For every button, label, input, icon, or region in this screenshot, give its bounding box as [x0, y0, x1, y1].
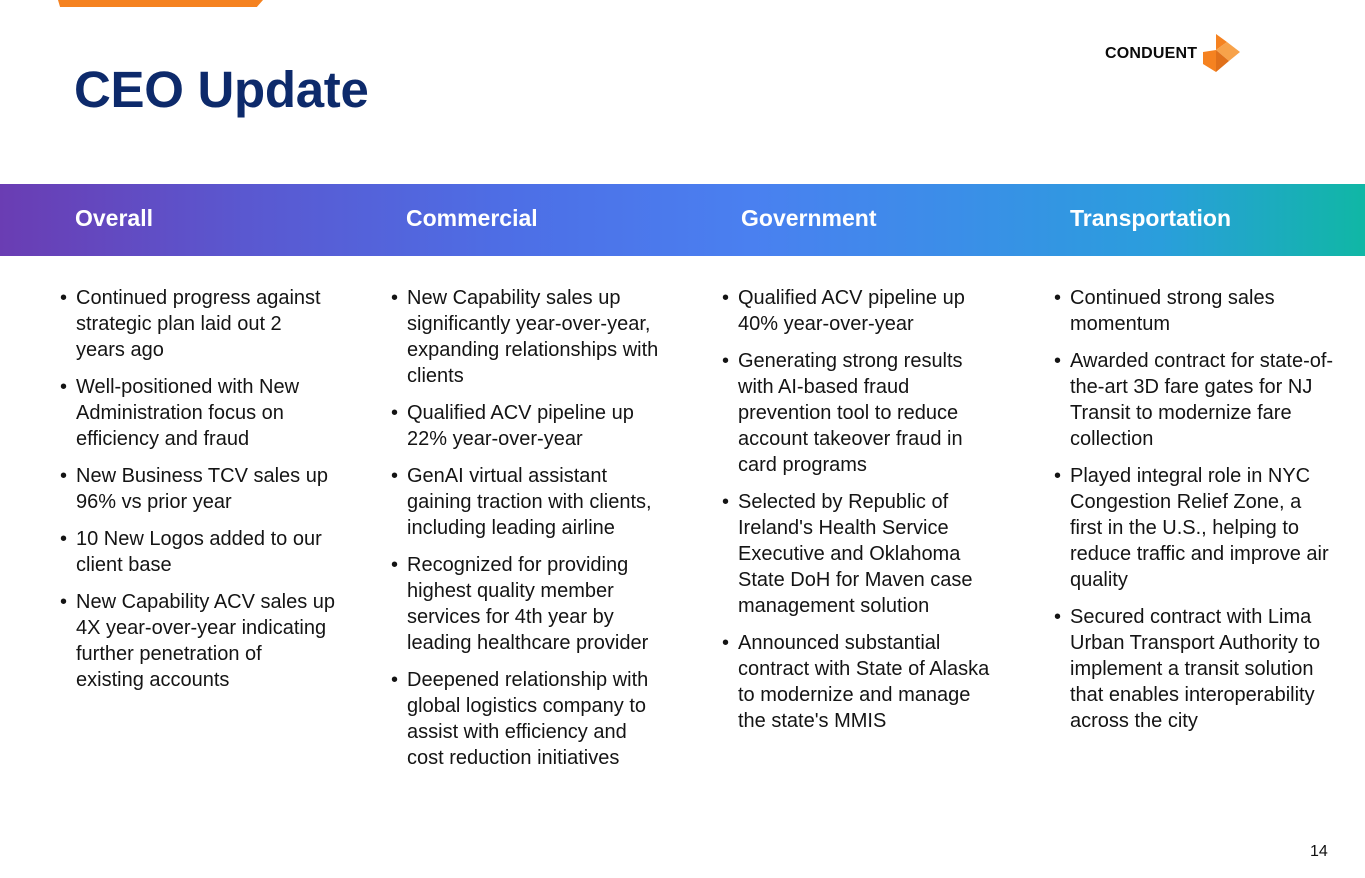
bullet-text: Played integral role in NYC Congestion Relief Zone, a first in the U.S., helping to reduce traffic and improve air quality — [1070, 465, 1329, 591]
bullet-marker: • — [1054, 606, 1062, 628]
bullet-marker: • — [391, 402, 399, 424]
bullet-item — [60, 285, 335, 363]
bullet-marker: • — [391, 287, 399, 309]
bullet-text: Well-positioned with New Administration focus on efficiency and fraud — [76, 376, 300, 450]
heading-commercial: Commercial — [406, 205, 538, 231]
page-title: CEO Update — [74, 61, 369, 118]
bullet-item — [1054, 604, 1334, 734]
bullet-item — [391, 400, 666, 452]
bullet-item — [391, 552, 666, 656]
bullet-item — [1054, 285, 1334, 337]
bullet-item — [1054, 463, 1334, 593]
commercial-bullet-list — [391, 285, 666, 782]
page-number: 14 — [1310, 843, 1328, 860]
bullet-item — [722, 630, 1000, 734]
bullet-item — [722, 348, 1000, 478]
bullet-text: Awarded contract for state-of-the-art 3D fare gates for NJ Transit to modernize fare collection — [1070, 350, 1334, 450]
bullet-text: Qualified ACV pipeline up 40% year-over-year — [738, 287, 965, 335]
bullet-marker: • — [1054, 465, 1062, 487]
bullet-text: Qualified ACV pipeline up 22% year-over-year — [407, 402, 634, 450]
heading-overall: Overall — [75, 205, 153, 231]
bullet-item — [391, 463, 666, 541]
bullet-marker: • — [60, 528, 68, 550]
bullet-text: New Business TCV sales up 96% vs prior year — [76, 465, 328, 513]
bullet-marker: • — [391, 554, 399, 576]
bullet-marker: • — [722, 287, 730, 309]
bullet-item — [60, 374, 335, 452]
bullet-marker: • — [1054, 350, 1062, 372]
bullet-item — [391, 667, 666, 771]
heading-transportation: Transportation — [1070, 205, 1232, 231]
bullet-marker: • — [391, 465, 399, 487]
bullet-text: Recognized for providing highest quality member services for 4th year by leading healthcare provider — [407, 554, 649, 654]
bullet-text: New Capability sales up significantly year-over-year, expanding relationships with clients — [407, 287, 659, 387]
bullet-marker: • — [722, 632, 730, 654]
bullet-item — [722, 285, 1000, 337]
bullet-text: New Capability ACV sales up 4X year-over-year indicating further penetration of existing accounts — [76, 591, 336, 691]
bullet-text: Secured contract with Lima Urban Transport Authority to implement a transit solution that enables interoperability across the city — [1070, 606, 1321, 732]
bullet-marker: • — [60, 376, 68, 398]
bullet-marker: • — [60, 287, 68, 309]
top-accent-bar — [58, 0, 263, 7]
bullet-item — [391, 285, 666, 389]
bullet-text: Generating strong results with AI-based fraud prevention tool to reduce account takeover fraud in card programs — [738, 350, 963, 476]
bullet-marker: • — [722, 350, 730, 372]
logo-mark-icon — [1203, 34, 1241, 74]
bullet-marker: • — [60, 465, 68, 487]
bullet-marker: • — [60, 591, 68, 613]
bullet-item — [60, 589, 335, 693]
bullet-item — [60, 463, 335, 515]
bullet-marker: • — [1054, 287, 1062, 309]
logo-wordmark: CONDUENT — [1105, 45, 1198, 62]
bullet-text: Continued progress against strategic plan laid out 2 years ago — [76, 287, 321, 361]
bullet-text: Continued strong sales momentum — [1070, 287, 1275, 335]
transportation-bullet-list — [1054, 285, 1334, 745]
bullet-text: Announced substantial contract with State of Alaska to modernize and manage the state's MMIS — [738, 632, 990, 732]
bullet-text: GenAI virtual assistant gaining traction with clients, including leading airline — [407, 465, 652, 539]
heading-government: Government — [741, 205, 877, 231]
bullet-text: Selected by Republic of Ireland's Health Service Executive and Oklahoma State DoH for Maven case management solution — [738, 491, 973, 617]
bullet-item — [60, 526, 335, 578]
government-bullet-list — [722, 285, 1000, 745]
bullet-marker: • — [722, 491, 730, 513]
conduent-logo — [1105, 34, 1241, 74]
bullet-item — [722, 489, 1000, 619]
bullet-marker: • — [391, 669, 399, 691]
bullet-text: Deepened relationship with global logistics company to assist with efficiency and cost reduction initiatives — [407, 669, 649, 769]
overall-bullet-list — [60, 285, 335, 704]
bullet-text: 10 New Logos added to our client base — [76, 528, 322, 576]
bullet-item — [1054, 348, 1334, 452]
